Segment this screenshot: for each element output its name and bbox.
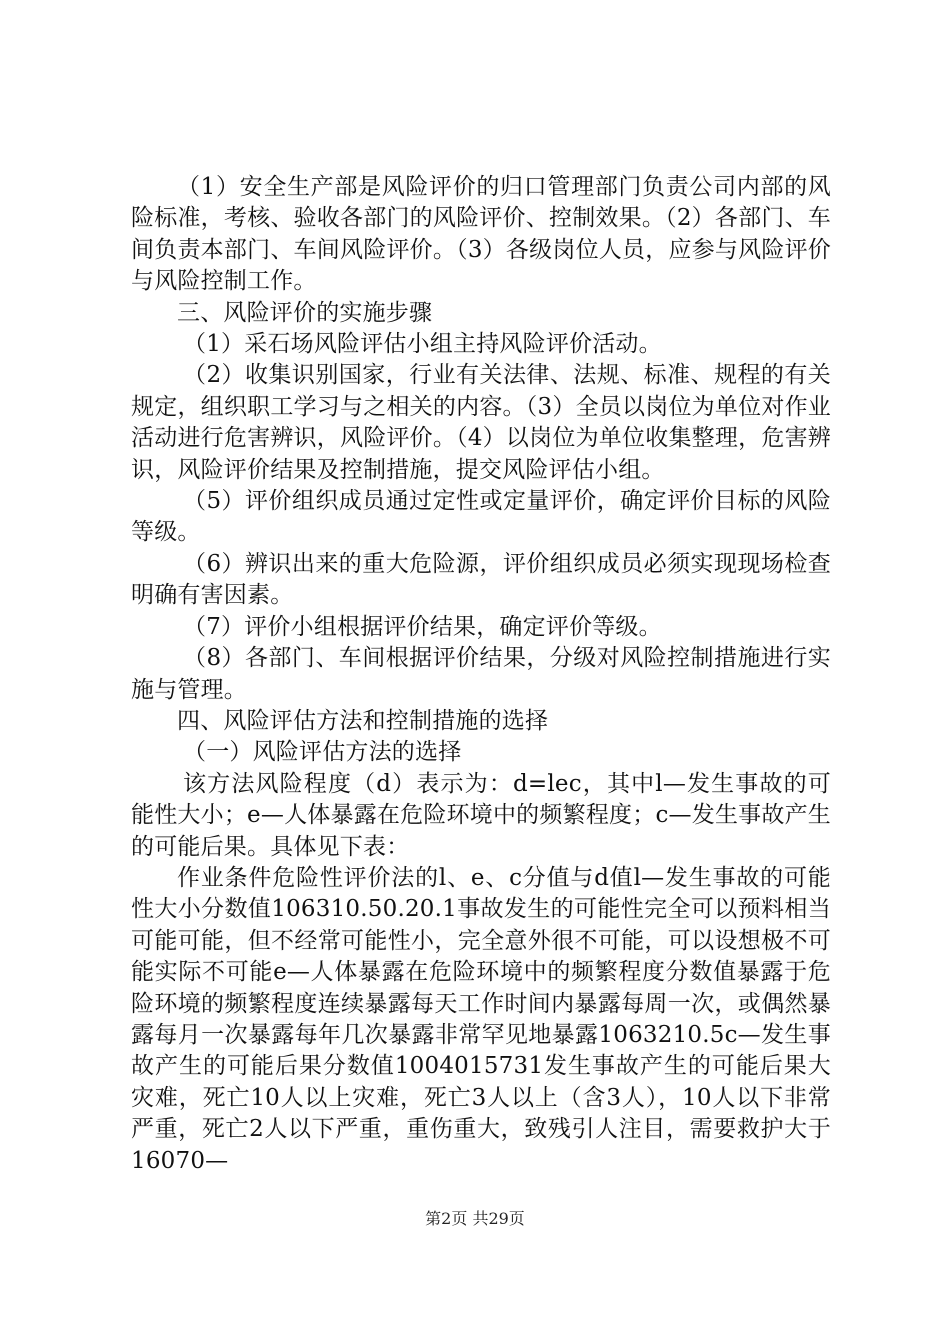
paragraph-step-8: （8）各部门、车间根据评价结果，分级对风险控制措施进行实施与管理。	[131, 645, 831, 703]
page-number-footer: 第2页 共29页	[425, 1209, 525, 1228]
paragraph-step-7: （7）评价小组根据评价结果，确定评价等级。	[183, 613, 662, 640]
paragraph-lec-values: 作业条件危险性评价法的l、e、c分值与d值l—发生事故的可能性大小分数值106310.50.20.1事故发生的可能性完全可以预料相当可能可能，但不经常可能性小，完全意外很不可能，可以设想极不可能实际不可能e—人体暴露在危险环境中的频繁程度分数值暴露于危险环境的频繁程度连续暴露每天工作时间内暴露每周一次，或偶然暴露每月一次暴露每年几次暴露非常罕见地暴露1063210.5c—发生事故产生的可能后果分数值1004015731发生事故产生的可能后果大灾难，死亡10人以上灾难，死亡3人以上（含3人），10人以下非常严重，死亡2人以下严重，重伤重大，致残引人注目，需要救护大于16070—	[131, 864, 831, 1174]
paragraph-step-2-4: （2）收集识别国家，行业有关法律、法规、标准、规程的有关规定，组织职工学习与之相关的内容。（3）全员以岗位为单位对作业活动进行危害辨识，风险评价。（4）以岗位为单位收集整理，危害辨识，风险评价结果及控制措施，提交风险评估小组。	[131, 362, 831, 483]
section-heading-methods: 四、风险评估方法和控制措施的选择	[177, 707, 549, 734]
paragraph-method-formula: 该方法风险程度（d）表示为：d=lec，其中l—发生事故的可能性大小；e—人体暴露在危险环境中的频繁程度；c—发生事故产生的可能后果。具体见下表：	[131, 770, 831, 860]
paragraph-step-6: （6）辨识出来的重大危险源，评价组织成员必须实现现场检查明确有害因素。	[131, 550, 831, 609]
paragraph-step-5: （5）评价组织成员通过定性或定量评价，确定评价目标的风险等级。	[131, 488, 831, 546]
subsection-heading-method-selection: （一）风险评估方法的选择	[183, 739, 462, 766]
paragraph-responsibilities: （1）安全生产部是风险评价的归口管理部门负责公司内部的风险标准，考核、验收各部门的风险评价、控制效果。（2）各部门、车间负责本部门、车间风险评价。（3）各级岗位人员，应参与风险评价与风险控制工作。	[131, 174, 831, 295]
section-heading-implementation-steps: 三、风险评价的实施步骤	[177, 299, 433, 326]
paragraph-step-1: （1）采石场风险评估小组主持风险评价活动。	[183, 331, 662, 358]
document-body	[131, 172, 831, 1177]
